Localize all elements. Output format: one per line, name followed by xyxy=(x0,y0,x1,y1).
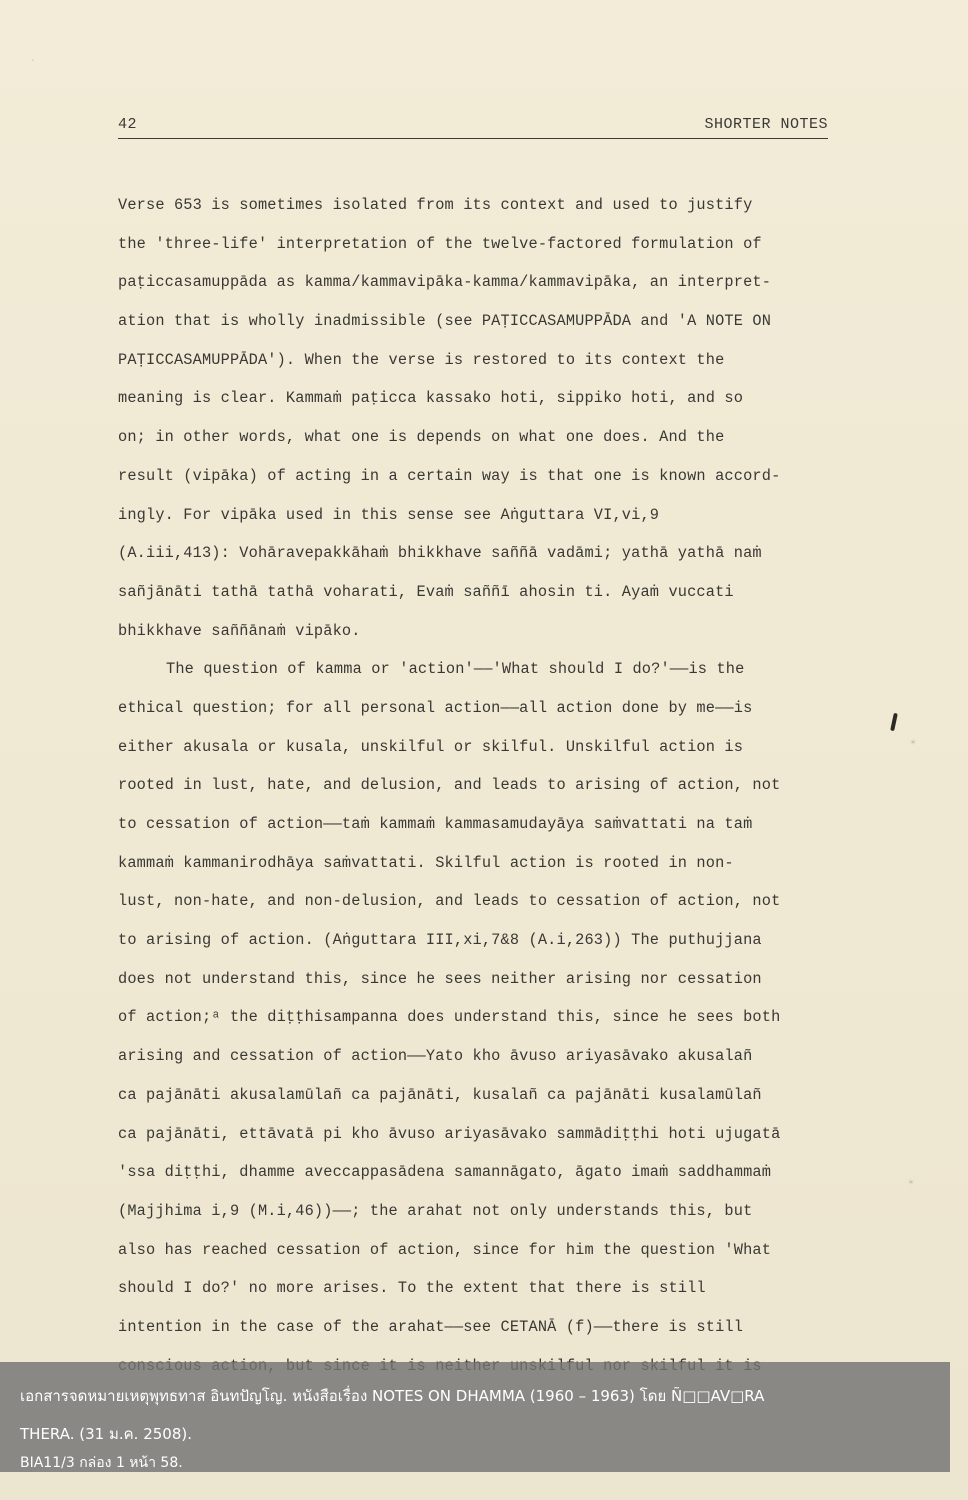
page-header xyxy=(118,116,828,139)
text-line: ca pajānāti akusalamūlañ ca pajānāti, kusalañ ca pajānāti kusalamūlañ xyxy=(118,1085,762,1104)
text-line: of action;ᵃ the diṭṭhisampanna does understand this, since he sees both xyxy=(118,1008,781,1027)
caption-line-3: BIA11/3 กล่อง 1 หน้า 58. xyxy=(20,1455,183,1471)
caption-line-1: เอกสารจดหมายเหตุพุทธทาส อินทปัญโญ. หนังสือเรื่อง NOTES ON DHAMMA (1960 – 1963) โดย Ñ□□AV□RA xyxy=(20,1387,765,1405)
text-line: intention in the case of the arahat——see CETANĀ (f)——there is still xyxy=(118,1317,744,1336)
text-line: Verse 653 is sometimes isolated from its context and used to justify xyxy=(118,196,753,214)
caption-line-2: THERA. (31 ม.ค. 2508). xyxy=(20,1425,192,1443)
text-line: to arising of action. (Aṅguttara III,xi,7&8 (A.i,263)) The puthujjana xyxy=(118,931,762,950)
text-line: paṭiccasamuppāda as kamma/kammavipāka-kamma/kammavipāka, an interpret- xyxy=(118,273,772,292)
text-line: ca pajānāti, ettāvatā pi kho āvuso ariyasāvako sammādiṭṭhi hoti ujugatā xyxy=(118,1124,781,1143)
text-line: does not understand this, since he sees neither arising nor cessation xyxy=(118,969,762,988)
typed-body-text xyxy=(118,186,830,1385)
text-line: sañjānāti tathā tathā voharati, Evaṁ saññī ahosin ti. Ayaṁ vuccati xyxy=(118,582,734,601)
text-line: bhikkhave saññānaṁ vipāko. xyxy=(118,621,361,640)
paper-speck: ✶ xyxy=(908,1178,915,1189)
text-line: ation that is wholly inadmissible (see PAṬICCASAMUPPĀDA and 'A NOTE ON xyxy=(118,312,772,331)
archive-caption-overlay xyxy=(0,1362,950,1472)
page-number: 42 xyxy=(118,116,138,133)
text-line: also has reached cessation of action, since for him the question 'What xyxy=(118,1240,772,1259)
text-line: PAṬICCASAMUPPĀDA'). When the verse is restored to its context the xyxy=(118,350,725,369)
text-line: 'ssa diṭṭhi, dhamme aveccappasādena samannāgato, āgato imaṁ saddhammaṁ xyxy=(118,1163,772,1182)
text-line: (Majjhima i,9 (M.i,46))——; the arahat not only understands this, but xyxy=(118,1201,753,1220)
text-line: the 'three-life' interpretation of the twelve-factored formulation of xyxy=(118,234,762,253)
running-title: SHORTER NOTES xyxy=(704,116,828,133)
text-line: to cessation of action——taṁ kammaṁ kammasamudayāya saṁvattati na taṁ xyxy=(118,815,753,833)
text-line: meaning is clear. Kammaṁ paṭicca kassako hoti, sippiko hoti, and so xyxy=(118,389,744,408)
text-line: lust, non-hate, and non-delusion, and leads to cessation of action, not xyxy=(118,892,781,911)
text-line: kammaṁ kammanirodhāya saṁvattati. Skilful action is rooted in non- xyxy=(118,853,734,872)
paper-speck: · xyxy=(30,56,37,67)
text-line: should I do?' no more arises. To the extent that there is still xyxy=(118,1279,706,1298)
text-line: on; in other words, what one is depends on what one does. And the xyxy=(118,428,725,447)
text-line: (A.iii,413): Vohāravepakkāhaṁ bhikkhave saññā vadāmi; yathā yathā naṁ xyxy=(118,544,762,563)
text-line: either akusala or kusala, unskilful or skilful. Unskilful action is xyxy=(118,737,744,756)
text-line: ethical question; for all personal action——all action done by me——is xyxy=(118,698,753,717)
text-line: arising and cessation of action——Yato kho āvuso ariyasāvako akusalañ xyxy=(118,1047,753,1066)
margin-pencil-mark xyxy=(890,713,898,731)
text-line: result (vipāka) of acting in a certain way is that one is known accord- xyxy=(118,466,781,485)
paragraph-start-line: The question of kamma or 'action'——'What should I do?'——is the xyxy=(166,660,745,679)
text-line: rooted in lust, hate, and delusion, and leads to arising of action, not xyxy=(118,776,781,795)
paper-speck: ✶ xyxy=(910,738,917,749)
text-line: ingly. For vipāka used in this sense see Aṅguttara VI,vi,9 xyxy=(118,505,660,524)
